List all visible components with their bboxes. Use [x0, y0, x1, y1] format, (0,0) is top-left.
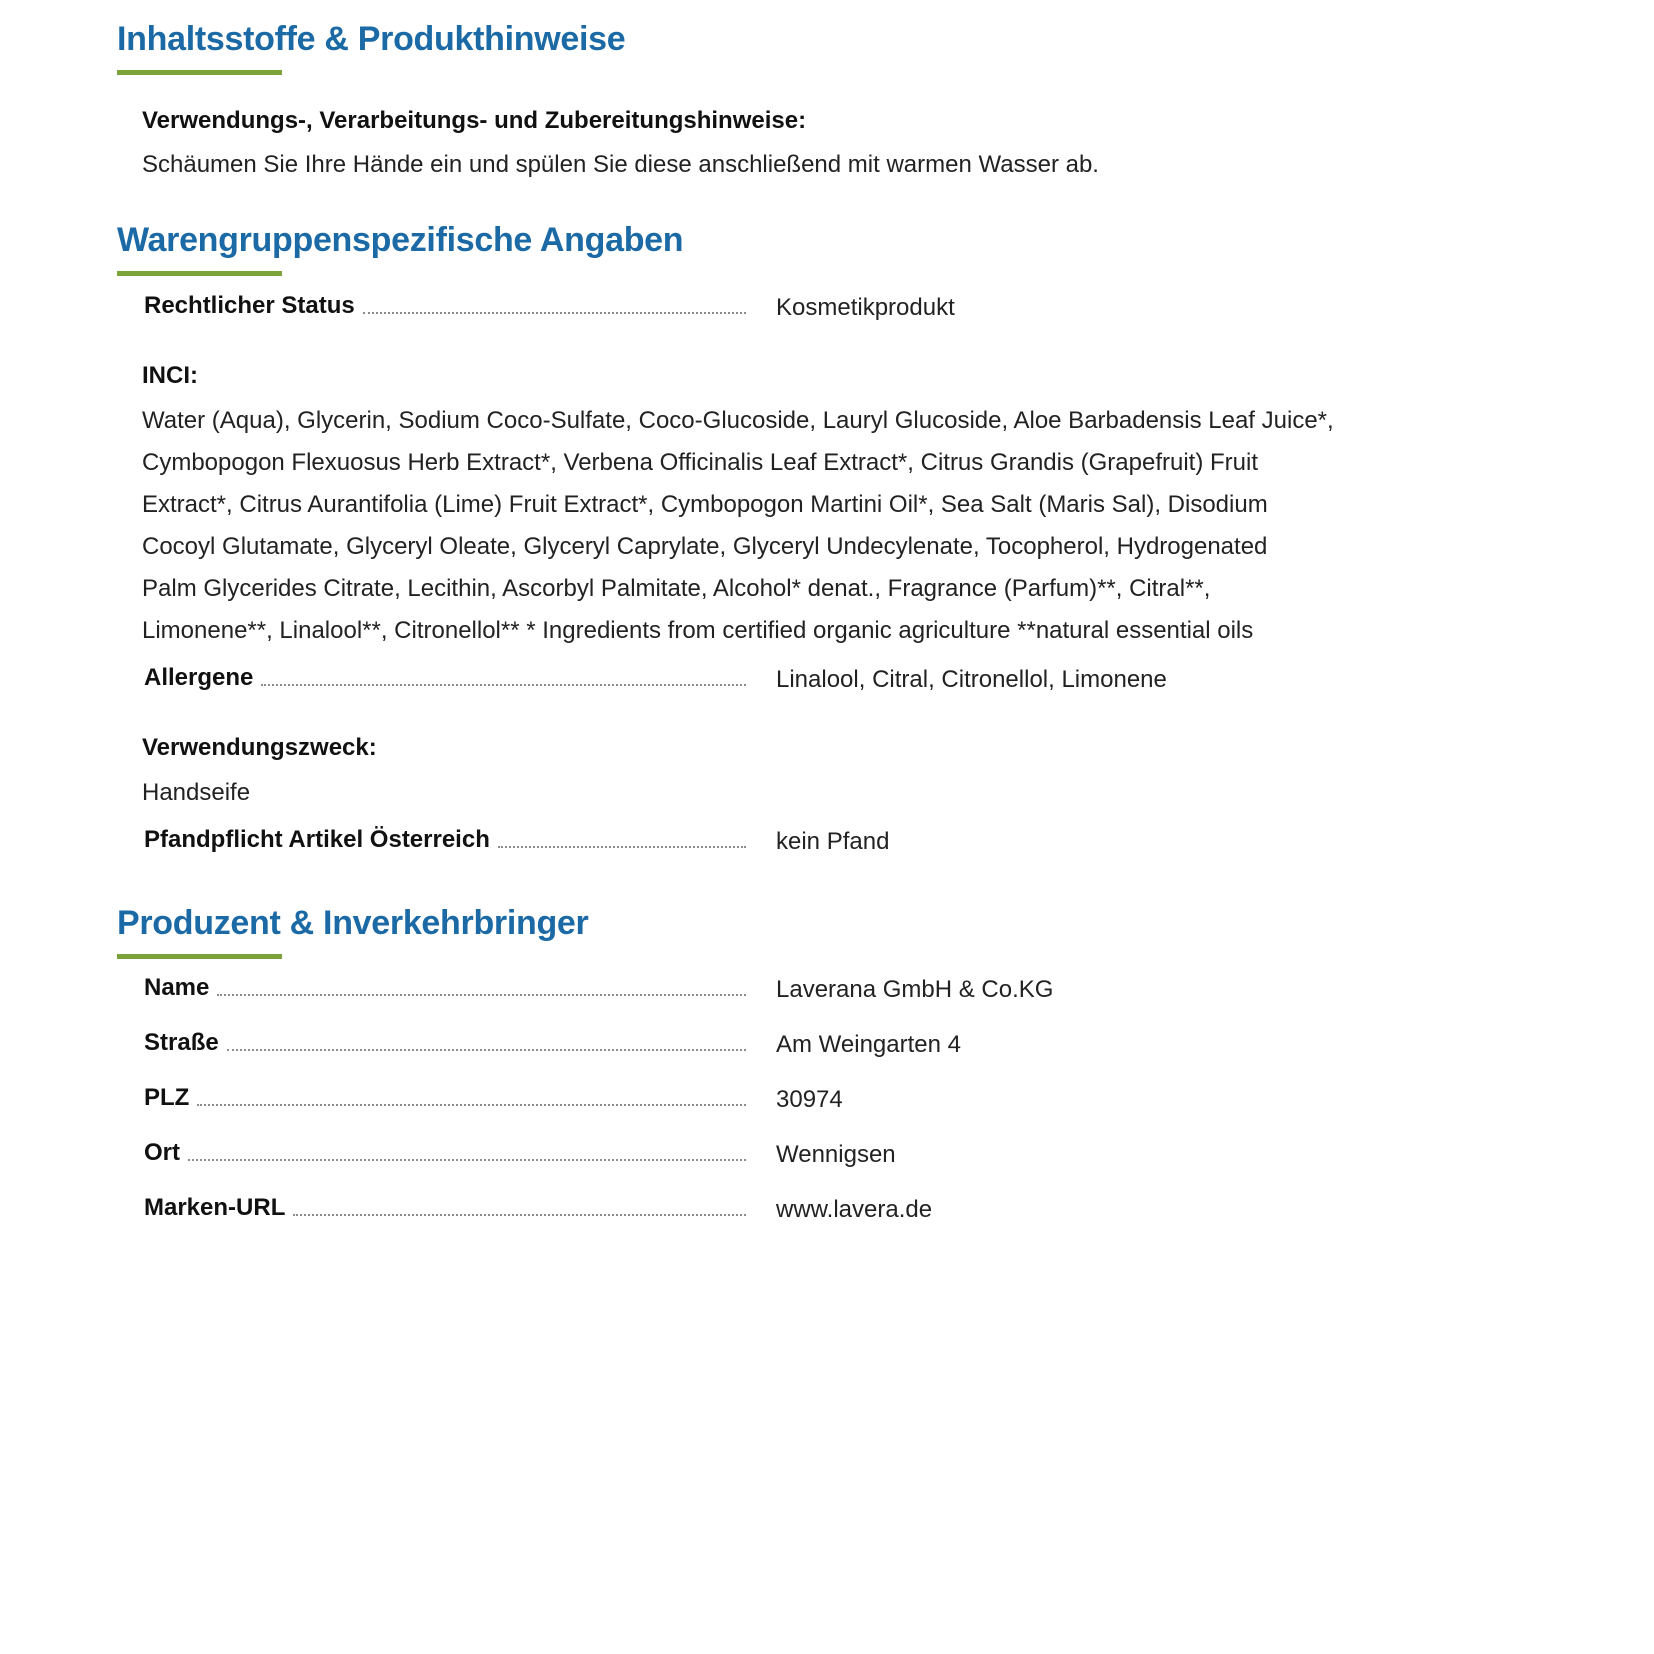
allergens-label: Allergene: [144, 664, 254, 691]
allergens-value: Linalool, Citral, Citronellol, Limonene: [776, 666, 1167, 693]
producer-city-value: Wennigsen: [776, 1141, 896, 1168]
producer-city-label: Ort: [144, 1139, 180, 1166]
row-label-container: [144, 292, 750, 320]
producer-zip-value: 30974: [776, 1086, 843, 1113]
dotted-leader: [498, 846, 746, 848]
row-brand-url: [144, 1194, 1444, 1228]
row-label-container: [144, 826, 750, 854]
dotted-leader: [227, 1049, 746, 1051]
dotted-leader: [197, 1104, 746, 1106]
brand-url-label: Marken-URL: [144, 1194, 286, 1221]
producer-street-value: Am Weingarten 4: [776, 1031, 961, 1058]
row-label-container: [144, 1139, 750, 1167]
dotted-leader: [293, 1214, 746, 1216]
section-rule-ingredients: [117, 70, 282, 75]
row-label-container: [144, 1194, 750, 1222]
row-label-container: [144, 974, 750, 1002]
inci-line: Cymbopogon Flexuosus Herb Extract*, Verbena Officinalis Leaf Extract*, Citrus Grandis (Grapefruit) Fruit: [142, 449, 1259, 476]
inci-line: Water (Aqua), Glycerin, Sodium Coco-Sulfate, Coco-Glucoside, Lauryl Glucoside, Aloe Barbadensis Leaf Juice*,: [142, 407, 1334, 434]
inci-line: Cocoyl Glutamate, Glyceryl Oleate, Glyceryl Caprylate, Glyceryl Undecylenate, Tocopherol, Hydrogenated: [142, 533, 1268, 560]
producer-zip-label: PLZ: [144, 1084, 190, 1111]
row-producer-zip: [144, 1084, 1444, 1118]
section-rule-producer: [117, 954, 282, 959]
section-title-category: Warengruppenspezifische Angaben: [117, 221, 684, 259]
producer-street-label: Straße: [144, 1029, 219, 1056]
legal-status-value: Kosmetikprodukt: [776, 294, 955, 321]
row-producer-street: [144, 1029, 1444, 1063]
usage-heading: Verwendungs-, Verarbeitungs- und Zubereitungshinweise:: [142, 107, 807, 134]
row-label-container: [144, 664, 750, 692]
dotted-leader: [363, 312, 746, 314]
section-rule-category: [117, 271, 282, 276]
usage-text: Schäumen Sie Ihre Hände ein und spülen Sie diese anschließend mit warmen Wasser ab.: [142, 151, 1099, 178]
inci-line: Palm Glycerides Citrate, Lecithin, Ascorbyl Palmitate, Alcohol* denat., Fragrance (Parfum)**, Citral**,: [142, 575, 1211, 602]
dotted-leader: [217, 994, 746, 996]
legal-status-label: Rechtlicher Status: [144, 292, 355, 319]
inci-text: [142, 400, 1402, 652]
row-deposit: [144, 826, 1444, 860]
row-allergens: [144, 664, 1444, 698]
section-title-ingredients: Inhaltsstoffe & Produkthinweise: [117, 20, 626, 58]
inci-heading: INCI:: [142, 362, 198, 389]
row-label-container: [144, 1029, 750, 1057]
purpose-text: Handseife: [142, 779, 251, 806]
row-producer-name: [144, 974, 1444, 1008]
inci-line: Extract*, Citrus Aurantifolia (Lime) Fruit Extract*, Cymbopogon Martini Oil*, Sea Salt (Maris Sal), Disodium: [142, 491, 1268, 518]
producer-name-label: Name: [144, 974, 210, 1001]
dotted-leader: [188, 1159, 746, 1161]
section-title-producer: Produzent & Inverkehrbringer: [117, 904, 589, 942]
deposit-label: Pfandpflicht Artikel Österreich: [144, 826, 490, 853]
row-producer-city: [144, 1139, 1444, 1173]
row-label-container: [144, 1084, 750, 1112]
deposit-value: kein Pfand: [776, 828, 890, 855]
purpose-heading: Verwendungszweck:: [142, 734, 377, 761]
brand-url-value: www.lavera.de: [776, 1196, 933, 1223]
producer-name-value: Laverana GmbH & Co.KG: [776, 976, 1054, 1003]
row-legal-status: [144, 292, 1444, 326]
inci-line: Limonene**, Linalool**, Citronellol** * Ingredients from certified organic agriculture **natural essential oils: [142, 617, 1254, 644]
dotted-leader: [261, 684, 746, 686]
